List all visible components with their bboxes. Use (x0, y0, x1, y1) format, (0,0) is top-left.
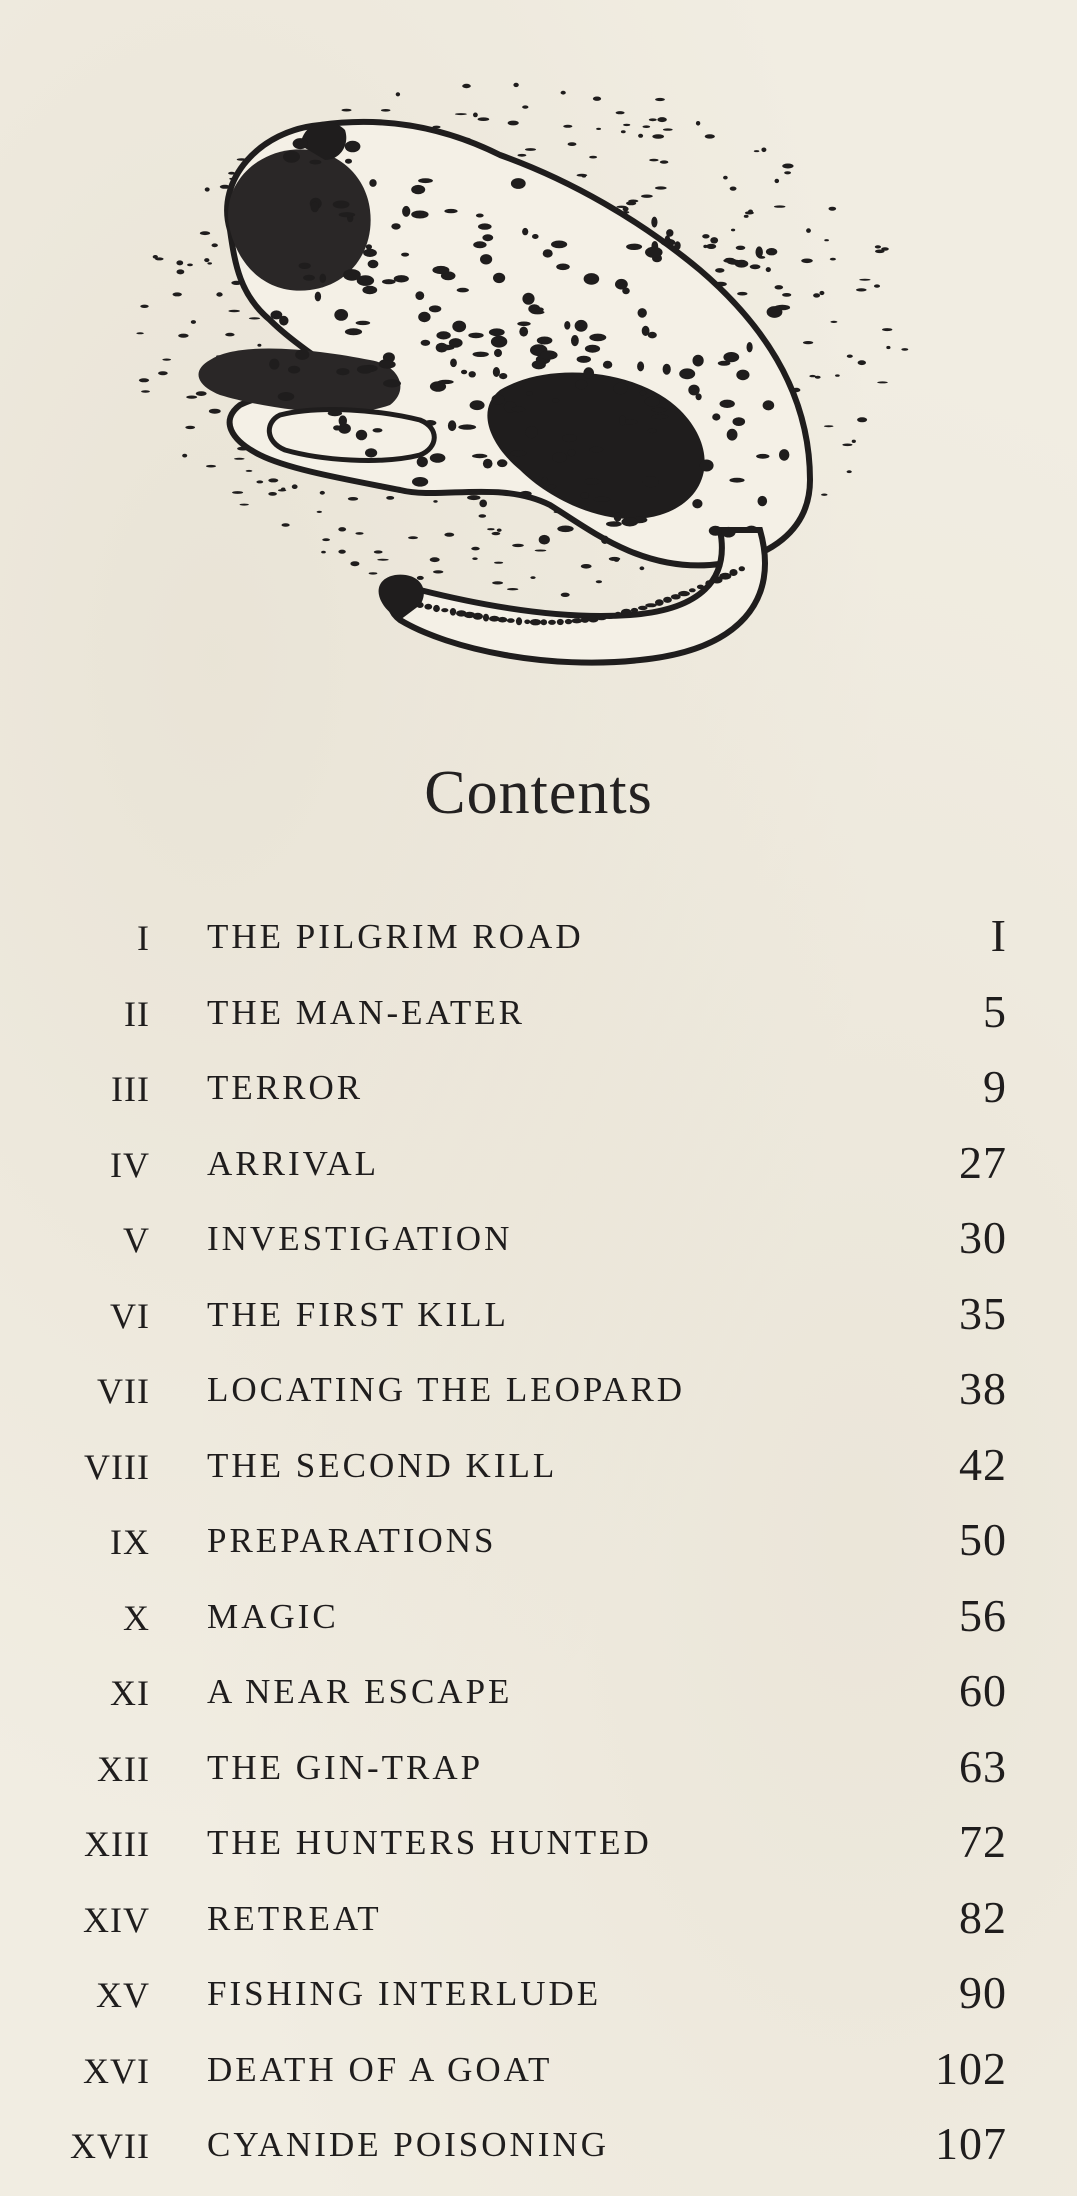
chapter-number: IX (110, 1522, 150, 1562)
chapter-title: ARRIVAL (207, 1143, 380, 1183)
chapter-title: TERROR (207, 1068, 364, 1107)
chapter-title: RETREAT (207, 1898, 382, 1938)
page-number: 63 (959, 1740, 1007, 1792)
chapter-number: VIII (84, 1446, 150, 1487)
sleeping-leopard-illustration (120, 60, 940, 680)
chapter-title: DEATH OF A GOAT (207, 2049, 553, 2089)
chapter-title: THE MAN-EATER (207, 992, 525, 1032)
toc-row[interactable] (0, 1356, 1077, 1426)
chapter-number: III (111, 1069, 150, 1109)
chapter-number: VI (110, 1295, 150, 1336)
chapter-number: V (123, 1220, 150, 1260)
chapter-title: THE FIRST KILL (207, 1294, 509, 1334)
page-number: 9 (983, 1061, 1007, 1112)
chapter-title: THE HUNTERS HUNTED (207, 1823, 652, 1862)
page-number: 35 (959, 1287, 1007, 1339)
toc-row[interactable] (0, 1809, 1077, 1879)
chapter-number: XVI (83, 2050, 150, 2091)
chapter-title: INVESTIGATION (207, 1219, 513, 1258)
page-number: 27 (959, 1136, 1007, 1188)
chapter-title: THE SECOND KILL (207, 1445, 558, 1485)
chapter-number: XV (96, 1975, 150, 2015)
page-number: 82 (959, 1891, 1007, 1943)
chapter-title: PREPARATIONS (207, 1521, 497, 1560)
toc-row[interactable] (0, 1734, 1077, 1804)
chapter-number: XIII (84, 1824, 150, 1864)
page-number: 42 (959, 1438, 1007, 1490)
chapter-title: LOCATING THE LEOPARD (207, 1370, 686, 1409)
chapter-number: XIV (83, 1899, 150, 1940)
chapter-title: THE GIN-TRAP (207, 1747, 484, 1787)
chapter-number: XVII (70, 2126, 150, 2166)
chapter-number: XII (97, 1748, 150, 1789)
toc-row[interactable] (0, 1054, 1077, 1124)
chapter-title: A NEAR ESCAPE (207, 1672, 513, 1711)
page-number: 5 (983, 985, 1007, 1037)
chapter-title: MAGIC (207, 1596, 339, 1636)
page-number: 30 (959, 1212, 1007, 1263)
page-number: I (990, 910, 1007, 961)
toc-row[interactable] (0, 2036, 1077, 2106)
toc-row[interactable] (0, 1281, 1077, 1351)
toc-row[interactable] (0, 1960, 1077, 2030)
toc-row[interactable] (0, 1583, 1077, 1653)
chapter-number: XI (110, 1673, 150, 1713)
toc-row[interactable] (0, 1507, 1077, 1577)
toc-row[interactable] (0, 979, 1077, 1049)
toc-row[interactable] (0, 1885, 1077, 1955)
chapter-number: X (123, 1597, 150, 1638)
chapter-number: VII (97, 1371, 150, 1411)
toc-row[interactable] (0, 2111, 1077, 2181)
page-number: 38 (959, 1363, 1007, 1414)
page-number: 102 (935, 2042, 1007, 2094)
toc-row[interactable] (0, 1432, 1077, 1502)
toc-row[interactable] (0, 1205, 1077, 1275)
chapter-number: I (137, 918, 150, 958)
chapter-number: II (124, 993, 150, 1034)
page-number: 107 (935, 2118, 1007, 2169)
page-number: 56 (959, 1589, 1007, 1641)
page-number: 90 (959, 1967, 1007, 2018)
page-number: 60 (959, 1665, 1007, 1716)
page-number: 50 (959, 1514, 1007, 1565)
contents-heading: Contents (424, 759, 653, 827)
page-number: 72 (959, 1816, 1007, 1867)
chapter-title: FISHING INTERLUDE (207, 1974, 602, 2013)
toc-row[interactable] (0, 1130, 1077, 1200)
toc-row[interactable] (0, 1658, 1077, 1728)
chapter-title: CYANIDE POISONING (207, 2125, 609, 2164)
chapter-title: THE PILGRIM ROAD (207, 917, 584, 956)
chapter-number: IV (110, 1144, 150, 1185)
toc-row[interactable] (0, 903, 1077, 973)
